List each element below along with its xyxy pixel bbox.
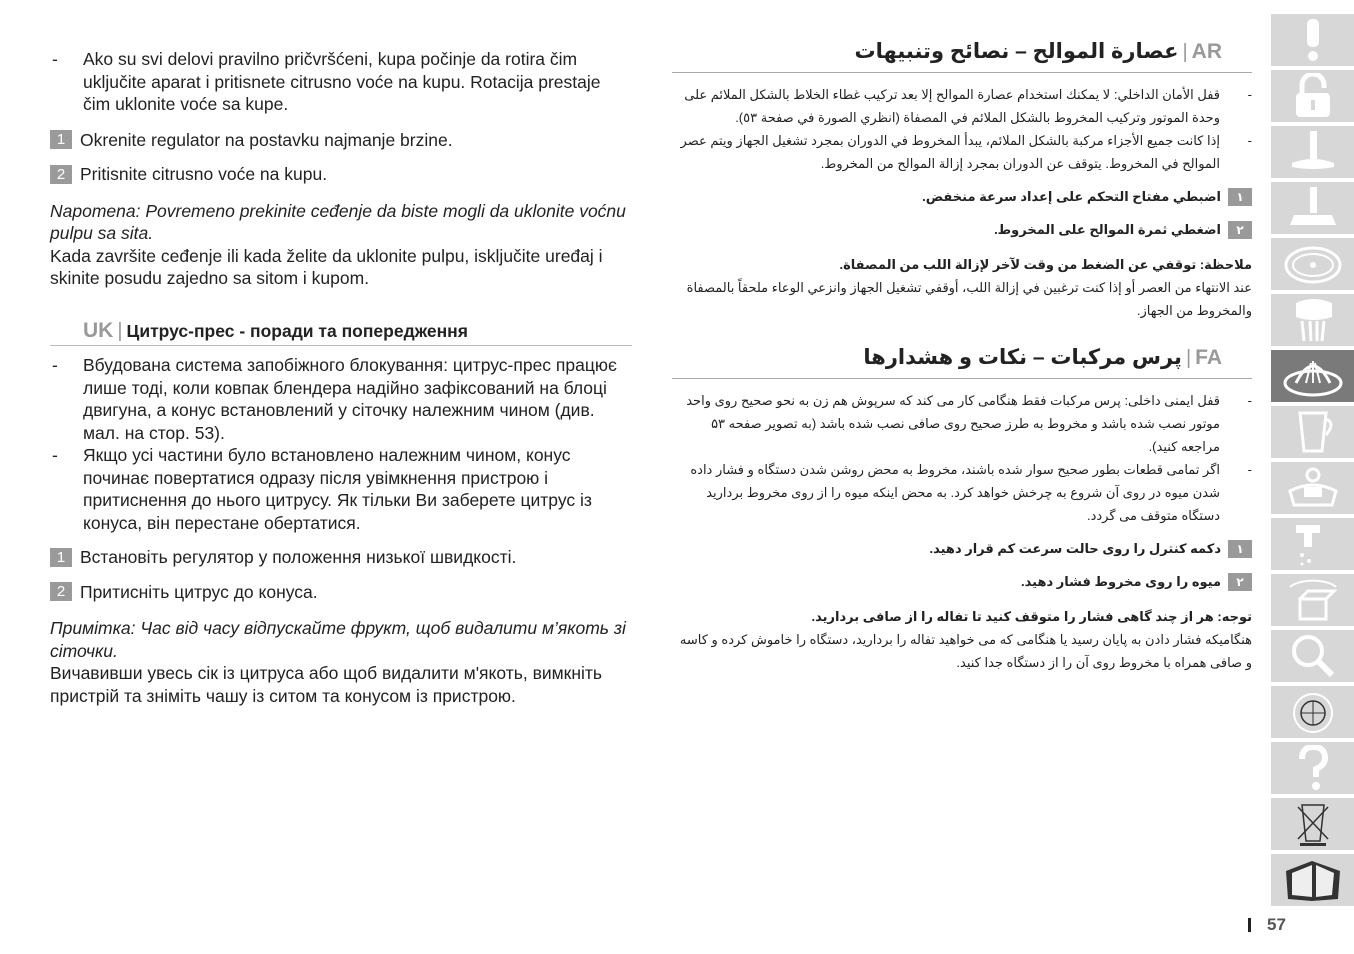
- sr-paragraph: Kada završite ceđenje ili kada želite da uklonite pulpu, isključite uređaj i skinite posudu zajedno sa sitom i kupom.: [50, 245, 603, 288]
- ar-bullet-item: - إذا كانت جميع الأجزاء مركبة بالشكل الملائم، يبدأ المخروط في الدوران بمجرد تشغيل الجهاز ويتم عصر الموالح في المخروط. يتوقف عن الدوران بمجرد إزالة الموالح من المخروط.: [672, 129, 1252, 175]
- sr-step-1: [50, 129, 632, 152]
- uk-bullet-item: - Якщо усі частини було встановлено належним чином, конус починає повертатися одразу після увімкнення пристрою і притиснення до нього цитрусу. Як тільки Ви заберете цитрус із конуса, він перестане обертатися.: [50, 444, 632, 534]
- section-title: عصارة الموالح – نصائح وتنبيهات: [854, 40, 1179, 63]
- sr-note: Napomena: Povremeno prekinite ceđenje da biste mogli da uklonite voćnu pulpu sa sita.: [50, 200, 626, 243]
- sr-step-2: [50, 163, 632, 186]
- section-title: Цитрус-прес - поради та попередження: [126, 320, 468, 341]
- dough-hook-icon: [1282, 185, 1344, 231]
- fa-bullet-list: [672, 389, 1252, 527]
- tab-chopper[interactable]: [1271, 462, 1354, 514]
- padlock-icon: [1282, 73, 1344, 119]
- tab-blender[interactable]: [1271, 126, 1354, 178]
- uk-section-heading: [50, 320, 632, 347]
- step-text: اضبطي مفتاح التحكم على إعداد سرعة منخفض.: [922, 189, 1221, 204]
- chopper-icon: [1282, 465, 1344, 511]
- heading-separator: |: [1185, 347, 1192, 369]
- language-code: FA: [1195, 346, 1222, 369]
- fa-step-2: [672, 570, 1252, 593]
- whisk-icon: [1282, 297, 1344, 343]
- fa-step-1: [672, 537, 1252, 560]
- tab-kneading[interactable]: [1271, 182, 1354, 234]
- fa-paragraph: هنگامیکه فشار دادن به پایان رسید یا هنگامی که می خواهید تفاله را برداريد، دستگاه را خاموش کرده و کاسه و صافی همراه با مخروط روی آن را از دستگاه جدا کنید.: [679, 632, 1252, 670]
- tab-manual[interactable]: [1271, 854, 1354, 906]
- tab-jug[interactable]: [1271, 406, 1354, 458]
- uk-step-2: [50, 581, 632, 604]
- ar-section-heading: [672, 40, 1252, 73]
- tab-safety[interactable]: [1271, 14, 1354, 66]
- step-text: دکمه کنترل را روی حالت سرعت کم قرار دهید.: [929, 541, 1221, 556]
- step-text: اضغطي ثمرة الموالح على المخروط.: [994, 222, 1221, 237]
- storage-box-icon: [1282, 577, 1344, 623]
- step-number: ۱: [1228, 540, 1252, 558]
- step-text: Pritisnite citrusno voće na kupu.: [80, 164, 328, 184]
- page-number-bar: [1248, 918, 1251, 932]
- tab-citrus-press[interactable]: [1271, 350, 1354, 402]
- fa-bullet-item: - قفل ایمنی داخلی: پرس مرکبات فقط هنگامی کار می کند که سرپوش هم زن به نحو صحیح روی واحد موتور نصب شده باشد و مخروط به طرز صحیح روی صافی نصب شده باشد (به تصویر صفحه ۵۳ مراجعه کنید).: [672, 389, 1252, 458]
- step-text: Притисніть цитрус до конуса.: [80, 581, 318, 602]
- ar-paragraph: عند الانتهاء من العصر أو إذا كنت ترغبين في إزالة اللب، أوقفي تشغيل الجهاز وانزعي الوعاء ملحقاً بالمصفاة والمخروط من الجهاز.: [686, 280, 1252, 318]
- page-number: [1248, 915, 1286, 935]
- jug-icon: [1282, 409, 1344, 455]
- ar-step-1: [672, 185, 1252, 208]
- language-code: AR: [1191, 40, 1222, 63]
- uk-bullet-list: [50, 354, 632, 534]
- question-icon: [1282, 745, 1344, 791]
- tab-storage[interactable]: [1271, 574, 1354, 626]
- ar-step-2: [672, 218, 1252, 241]
- sr-bullet-list: [50, 48, 632, 116]
- step-text: میوه را روی مخروط فشار دهید.: [1021, 574, 1221, 589]
- tab-guarantee[interactable]: [1271, 686, 1354, 738]
- language-code: UK: [83, 318, 114, 342]
- ar-bullet-item: - قفل الأمان الداخلي: لا يمكنك استخدام عصارة الموالح إلا بعد تركيب غطاء الخلاط بالشكل الملائم على وحدة الموتور وتركيب المخروط بالشكل الملائم في المصفاة (انظري الصورة في صفحة ٥٣).: [672, 83, 1252, 129]
- uk-step-1: [50, 546, 632, 569]
- section-title: پرس مرکبات – نکات و هشدارها: [863, 346, 1182, 369]
- uk-note: Примітка: Час від часу відпускайте фрукт, щоб видалити м’якоть зі сіточки.: [50, 618, 626, 661]
- step-number: 1: [50, 548, 72, 567]
- step-number: 1: [50, 130, 72, 149]
- uk-bullet-item: - Вбудована система запобіжного блокування: цитрус-прес працює лише тоді, коли ковпак блендера надійно зафіксований на блоці двигуна, а конус встановлений у сіточку належним чином (див. мал. на стор. 53).: [50, 354, 632, 444]
- tap-icon: [1282, 521, 1344, 567]
- tab-help[interactable]: [1271, 742, 1354, 794]
- uk-paragraph: Вичавивши увесь сік із цитруса або щоб видалити м'якоть, вимкніть пристрій та зніміть чашу із ситом та конусом із пристрою.: [50, 663, 603, 706]
- tab-cleaning[interactable]: [1271, 518, 1354, 570]
- slicing-disc-icon: [1282, 241, 1344, 287]
- book-icon: [1282, 857, 1344, 903]
- chapter-tab-sidebar: [1271, 14, 1354, 912]
- step-text: Okrenite regulator na postavku najmanje brzine.: [80, 129, 453, 150]
- tab-whisk[interactable]: [1271, 294, 1354, 346]
- fa-section-heading: [672, 346, 1252, 379]
- tab-disc[interactable]: [1271, 238, 1354, 290]
- step-number: 2: [50, 165, 72, 184]
- fa-bullet-item: - اگر تمامی قطعات بطور صحیح سوار شده باشند، مخروط به محض روشن شدن دستگاه و فشار داده شدن میوه در روی آن شروع به چرخش خواهد کرد. به محض اینکه میوه را از روی مخروط برداريد دستگاه متوقف می گردد.: [672, 458, 1252, 527]
- fa-note: توجه: هر از چند گاهی فشار را متوقف کنید تا تفاله را از صافی بردارید.: [811, 609, 1252, 624]
- magnifier-icon: [1282, 633, 1344, 679]
- exclamation-icon: [1282, 17, 1344, 63]
- blender-blade-icon: [1282, 129, 1344, 175]
- citrus-press-icon: [1282, 353, 1344, 399]
- right-column: [672, 40, 1252, 674]
- step-number: ١: [1228, 188, 1252, 206]
- globe-icon: [1282, 689, 1344, 735]
- sr-bullet-item: - Ako su svi delovi pravilno pričvršćeni, kupa počinje da rotira čim uključite aparat i pritisnete citrusno voće na kupu. Rotacija prestaje čim uklonite voće sa kupe.: [50, 48, 632, 116]
- step-text: Встановіть регулятор у положення низької швидкості.: [80, 547, 517, 567]
- step-number: ٢: [1228, 221, 1252, 239]
- recycle-bin-icon: [1282, 801, 1344, 847]
- ar-bullet-list: [672, 83, 1252, 175]
- heading-separator: |: [117, 319, 123, 342]
- left-column: [50, 48, 632, 707]
- tab-search[interactable]: [1271, 630, 1354, 682]
- step-number: ۲: [1228, 573, 1252, 591]
- heading-separator: |: [1182, 41, 1188, 63]
- ar-note: ملاحظة: توقفي عن الضغط من وقت لآخر لإزالة اللب من المصفاة.: [839, 257, 1252, 272]
- tab-lock[interactable]: [1271, 70, 1354, 122]
- tab-disposal[interactable]: [1271, 798, 1354, 850]
- step-number: 2: [50, 582, 72, 601]
- page-number-text: 57: [1267, 915, 1286, 934]
